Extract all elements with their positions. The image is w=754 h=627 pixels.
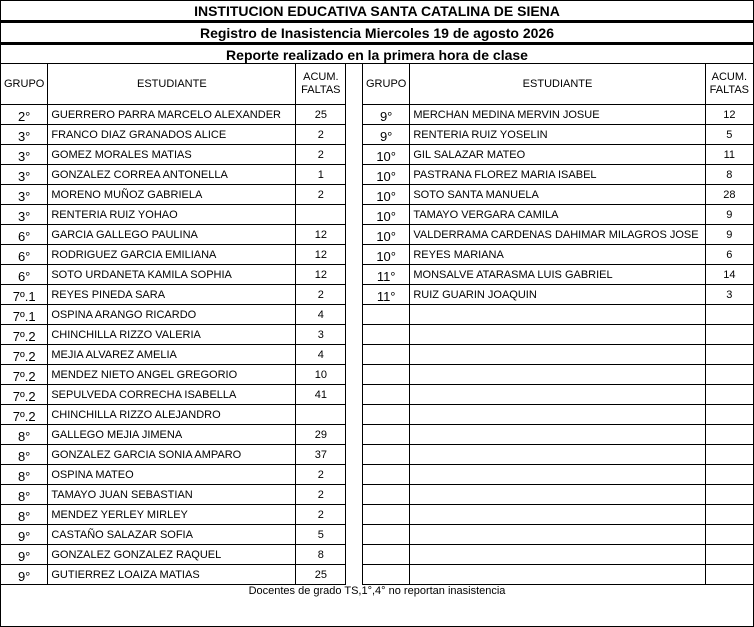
student-cell: RENTERIA RUIZ YOSELIN xyxy=(410,125,705,145)
absences-cell: 12 xyxy=(705,105,753,125)
group-cell: 8° xyxy=(1,505,48,525)
student-cell xyxy=(410,485,705,505)
absences-cell: 2 xyxy=(296,125,346,145)
group-cell xyxy=(363,505,410,525)
group-cell: 7º.2 xyxy=(1,325,48,345)
group-cell: 11° xyxy=(363,285,410,305)
table-row xyxy=(363,145,754,165)
table-row xyxy=(363,485,754,505)
group-cell: 8° xyxy=(1,425,48,445)
group-cell: 3° xyxy=(1,165,48,185)
student-cell xyxy=(410,525,705,545)
absences-cell xyxy=(705,525,753,545)
group-cell xyxy=(363,305,410,325)
table-row xyxy=(1,565,346,585)
group-cell: 6° xyxy=(1,225,48,245)
student-cell: SEPULVEDA CORRECHA ISABELLA xyxy=(48,385,296,405)
student-cell: GIL SALAZAR MATEO xyxy=(410,145,705,165)
table-row xyxy=(363,165,754,185)
student-cell xyxy=(410,345,705,365)
table-row xyxy=(1,205,346,225)
student-cell: PASTRANA FLOREZ MARIA ISABEL xyxy=(410,165,705,185)
table-row xyxy=(363,505,754,525)
student-cell: MONSALVE ATARASMA LUIS GABRIEL xyxy=(410,265,705,285)
absences-cell: 5 xyxy=(296,525,346,545)
student-header: ESTUDIANTE xyxy=(48,64,296,105)
table-row xyxy=(363,465,754,485)
absences-cell: 25 xyxy=(296,105,346,125)
institution-title: INSTITUCION EDUCATIVA SANTA CATALINA DE SIENA xyxy=(0,0,754,21)
table-row xyxy=(1,345,346,365)
absences-cell xyxy=(705,545,753,565)
group-header: GRUPO xyxy=(363,64,410,105)
table-row xyxy=(1,445,346,465)
student-cell: MEJIA ALVAREZ AMELIA xyxy=(48,345,296,365)
absences-cell: 8 xyxy=(296,545,346,565)
table-row xyxy=(363,245,754,265)
student-cell xyxy=(410,445,705,465)
table-row xyxy=(1,545,346,565)
group-cell: 10° xyxy=(363,185,410,205)
group-cell xyxy=(363,345,410,365)
absences-cell: 4 xyxy=(296,305,346,325)
group-cell xyxy=(363,545,410,565)
student-cell: RODRIGUEZ GARCIA EMILIANA xyxy=(48,245,296,265)
table-row xyxy=(1,225,346,245)
student-cell: MERCHAN MEDINA MERVIN JOSUE xyxy=(410,105,705,125)
right-body xyxy=(363,105,754,585)
table-row xyxy=(363,525,754,545)
absences-cell xyxy=(705,465,753,485)
absences-cell: 11 xyxy=(705,145,753,165)
attendance-table-right xyxy=(362,63,754,585)
group-cell: 10° xyxy=(363,165,410,185)
absences-cell: 41 xyxy=(296,385,346,405)
student-header: ESTUDIANTE xyxy=(410,64,705,105)
group-cell xyxy=(363,425,410,445)
student-cell: CHINCHILLA RIZZO ALEJANDRO xyxy=(48,405,296,425)
student-cell: SOTO SANTA MANUELA xyxy=(410,185,705,205)
table-row xyxy=(363,445,754,465)
table-row xyxy=(1,485,346,505)
student-cell: OSPINA ARANGO RICARDO xyxy=(48,305,296,325)
group-cell: 3° xyxy=(1,125,48,145)
absences-cell: 37 xyxy=(296,445,346,465)
table-row xyxy=(363,325,754,345)
left-body xyxy=(1,105,346,585)
absences-cell: 12 xyxy=(296,245,346,265)
student-cell: SOTO URDANETA KAMILA SOPHIA xyxy=(48,265,296,285)
group-cell xyxy=(363,525,410,545)
student-cell: FRANCO DIAZ GRANADOS ALICE xyxy=(48,125,296,145)
group-cell: 3° xyxy=(1,145,48,165)
student-cell xyxy=(410,405,705,425)
absences-cell xyxy=(705,445,753,465)
group-cell: 7º.1 xyxy=(1,305,48,325)
table-row xyxy=(363,365,754,385)
group-cell: 3° xyxy=(1,205,48,225)
absences-cell: 14 xyxy=(705,265,753,285)
table-row xyxy=(363,405,754,425)
student-cell: TAMAYO VERGARA CAMILA xyxy=(410,205,705,225)
student-cell: MENDEZ YERLEY MIRLEY xyxy=(48,505,296,525)
group-cell xyxy=(363,325,410,345)
student-cell: GUERRERO PARRA MARCELO ALEXANDER xyxy=(48,105,296,125)
table-row xyxy=(363,185,754,205)
absences-cell: 9 xyxy=(705,205,753,225)
absences-cell: 12 xyxy=(296,265,346,285)
absences-cell xyxy=(296,205,346,225)
table-row xyxy=(363,125,754,145)
group-cell: 9° xyxy=(1,525,48,545)
group-cell: 7º.2 xyxy=(1,405,48,425)
group-cell: 9° xyxy=(1,545,48,565)
absences-cell xyxy=(705,325,753,345)
student-cell xyxy=(410,545,705,565)
absences-cell xyxy=(705,405,753,425)
group-cell: 11° xyxy=(363,265,410,285)
absences-header: ACUM. FALTAS xyxy=(705,64,753,105)
group-cell: 10° xyxy=(363,245,410,265)
group-cell: 6° xyxy=(1,265,48,285)
group-cell: 2° xyxy=(1,105,48,125)
absences-cell xyxy=(705,565,753,585)
absences-cell xyxy=(705,485,753,505)
student-cell: GONZALEZ GONZALEZ RAQUEL xyxy=(48,545,296,565)
absences-cell xyxy=(705,505,753,525)
absences-cell: 29 xyxy=(296,425,346,445)
table-row xyxy=(1,165,346,185)
group-cell: 6° xyxy=(1,245,48,265)
student-cell xyxy=(410,565,705,585)
student-cell: GONZALEZ CORREA ANTONELLA xyxy=(48,165,296,185)
group-cell xyxy=(363,465,410,485)
group-cell xyxy=(363,405,410,425)
student-cell xyxy=(410,305,705,325)
group-cell: 7º.2 xyxy=(1,385,48,405)
student-cell xyxy=(410,465,705,485)
student-cell: VALDERRAMA CARDENAS DAHIMAR MILAGROS JOSE xyxy=(410,225,705,245)
group-cell: 9° xyxy=(1,565,48,585)
absences-cell: 2 xyxy=(296,145,346,165)
group-cell: 8° xyxy=(1,465,48,485)
absences-cell: 25 xyxy=(296,565,346,585)
absences-cell: 2 xyxy=(296,185,346,205)
absences-header: ACUM. FALTAS xyxy=(296,64,346,105)
absences-cell xyxy=(705,365,753,385)
student-cell: CHINCHILLA RIZZO VALERIA xyxy=(48,325,296,345)
group-cell: 10° xyxy=(363,225,410,245)
table-row xyxy=(1,365,346,385)
attendance-table-left xyxy=(0,63,346,585)
group-cell: 8° xyxy=(1,485,48,505)
student-cell: REYES MARIANA xyxy=(410,245,705,265)
absences-cell xyxy=(705,305,753,325)
absences-cell xyxy=(705,345,753,365)
table-row xyxy=(1,525,346,545)
table-row xyxy=(363,385,754,405)
group-cell: 9° xyxy=(363,105,410,125)
group-cell: 7º.1 xyxy=(1,285,48,305)
table-row xyxy=(363,305,754,325)
group-cell xyxy=(363,485,410,505)
table-row xyxy=(363,425,754,445)
table-row xyxy=(363,205,754,225)
student-cell: GUTIERREZ LOAIZA MATIAS xyxy=(48,565,296,585)
student-cell: TAMAYO JUAN SEBASTIAN xyxy=(48,485,296,505)
absences-cell: 2 xyxy=(296,485,346,505)
absences-cell: 9 xyxy=(705,225,753,245)
register-title: Registro de Inasistencia Miercoles 19 de agosto 2026 xyxy=(0,21,754,43)
absences-cell: 2 xyxy=(296,285,346,305)
table-row xyxy=(363,565,754,585)
absences-cell: 2 xyxy=(296,465,346,485)
header-row xyxy=(363,64,754,105)
student-cell: CASTAÑO SALAZAR SOFIA xyxy=(48,525,296,545)
group-cell xyxy=(363,565,410,585)
absences-cell xyxy=(296,405,346,425)
absences-cell: 12 xyxy=(296,225,346,245)
table-row xyxy=(1,305,346,325)
table-row xyxy=(1,325,346,345)
absences-cell: 4 xyxy=(296,345,346,365)
table-row xyxy=(1,145,346,165)
absences-cell: 3 xyxy=(705,285,753,305)
group-cell xyxy=(363,365,410,385)
student-cell: MORENO MUÑOZ GABRIELA xyxy=(48,185,296,205)
absences-cell xyxy=(705,425,753,445)
absences-cell: 3 xyxy=(296,325,346,345)
absences-cell: 1 xyxy=(296,165,346,185)
group-cell: 7º.2 xyxy=(1,365,48,385)
student-cell: GOMEZ MORALES MATIAS xyxy=(48,145,296,165)
absences-cell: 2 xyxy=(296,505,346,525)
absences-cell: 8 xyxy=(705,165,753,185)
student-cell: GONZALEZ GARCIA SONIA AMPARO xyxy=(48,445,296,465)
student-cell: RENTERIA RUIZ YOHAO xyxy=(48,205,296,225)
footer-note: Docentes de grado TS,1°,4° no reportan inasistencia xyxy=(248,585,506,597)
table-row xyxy=(1,185,346,205)
table-row xyxy=(363,285,754,305)
table-row xyxy=(363,225,754,245)
student-cell xyxy=(410,325,705,345)
table-row xyxy=(363,105,754,125)
group-cell: 3° xyxy=(1,185,48,205)
table-row xyxy=(363,265,754,285)
header-row xyxy=(1,64,346,105)
student-cell: GARCIA GALLEGO PAULINA xyxy=(48,225,296,245)
table-row xyxy=(1,425,346,445)
group-cell xyxy=(363,385,410,405)
group-cell: 10° xyxy=(363,145,410,165)
absences-cell xyxy=(705,385,753,405)
table-row xyxy=(363,345,754,365)
table-row xyxy=(1,405,346,425)
group-cell: 7º.2 xyxy=(1,345,48,365)
table-row xyxy=(1,505,346,525)
table-row xyxy=(363,545,754,565)
student-cell: MENDEZ NIETO ANGEL GREGORIO xyxy=(48,365,296,385)
group-header: GRUPO xyxy=(1,64,48,105)
group-cell: 10° xyxy=(363,205,410,225)
absences-cell: 5 xyxy=(705,125,753,145)
absences-cell: 28 xyxy=(705,185,753,205)
group-cell xyxy=(363,445,410,465)
absences-cell: 6 xyxy=(705,245,753,265)
table-row xyxy=(1,245,346,265)
table-row xyxy=(1,385,346,405)
student-cell xyxy=(410,505,705,525)
table-row xyxy=(1,465,346,485)
table-row xyxy=(1,105,346,125)
student-cell: REYES PINEDA SARA xyxy=(48,285,296,305)
student-cell: GALLEGO MEJIA JIMENA xyxy=(48,425,296,445)
student-cell xyxy=(410,365,705,385)
table-row xyxy=(1,285,346,305)
student-cell xyxy=(410,385,705,405)
report-subtitle: Reporte realizado en la primera hora de clase xyxy=(0,43,754,64)
student-cell: RUIZ GUARIN JOAQUIN xyxy=(410,285,705,305)
student-cell xyxy=(410,425,705,445)
absences-cell: 10 xyxy=(296,365,346,385)
group-cell: 9° xyxy=(363,125,410,145)
student-cell: OSPINA MATEO xyxy=(48,465,296,485)
table-row xyxy=(1,265,346,285)
group-cell: 8° xyxy=(1,445,48,465)
table-row xyxy=(1,125,346,145)
